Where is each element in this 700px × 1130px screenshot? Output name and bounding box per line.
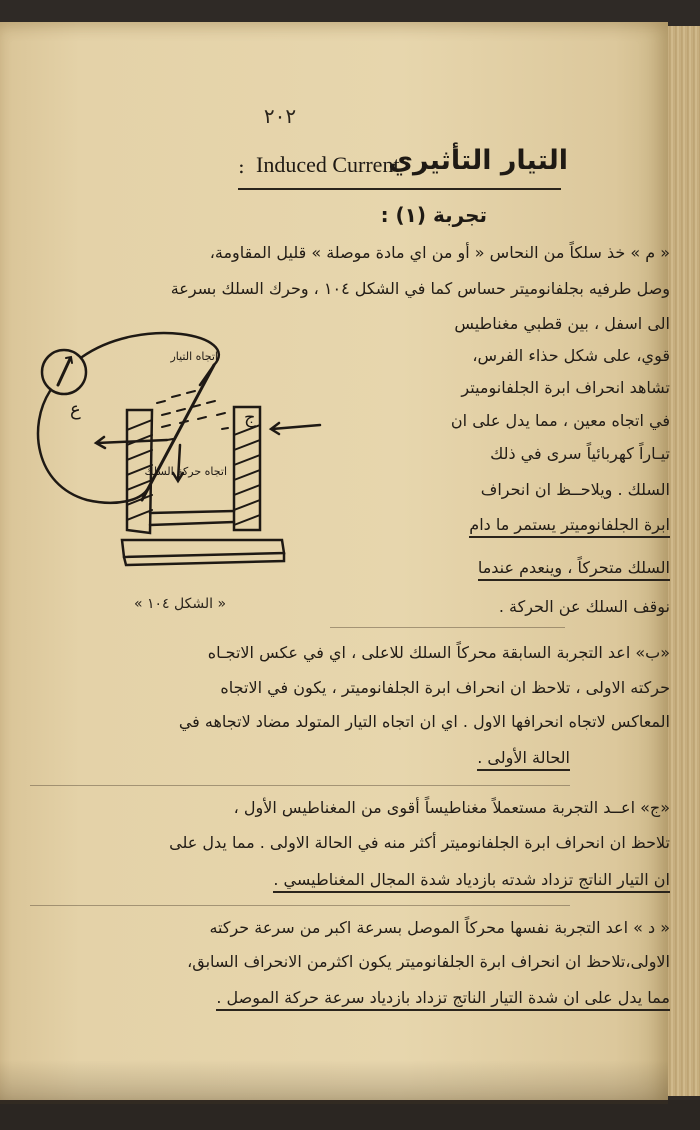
figure-104-diagram xyxy=(22,325,322,590)
paragraph-d-line-3: مما يدل على ان شدة التيار الناتج تزداد بازدياد سرعة حركة الموصل . xyxy=(216,988,670,1011)
figure-current-direction-label: اتجاه التيار xyxy=(170,350,218,363)
page-number: ٢٠٢ xyxy=(263,104,297,128)
paragraph-c-line-2: تلاحظ ان انحراف ابرة الجلفانوميتر أكثر منه في الحالة الاولى . مما يدل على xyxy=(169,833,670,852)
title-arabic: التيار التأثيري xyxy=(388,145,568,176)
paragraph-separator xyxy=(30,785,570,786)
paragraph-d-line-2: الاولى،تلاحظ ان انحراف ابرة الجلفانوميتر يكون اكثرمن الانحراف السابق، xyxy=(187,952,670,971)
paragraph-b-line-4: الحالة الأولى . xyxy=(477,748,570,771)
page-bottom-shadow xyxy=(0,1060,668,1104)
scan-background xyxy=(0,1100,700,1130)
figure-motion-direction-label: اتجاه حركة السلك xyxy=(144,465,227,478)
paragraph-b-line-3: المعاكس لاتجاه انحرافها الاول . اي ان اتجاه التيار المتولد مضاد لاتجاهه في xyxy=(178,712,670,731)
paragraph-c-line-3: ان التيار الناتج تزداد شدته بازدياد شدة المجال المغناطيسي . xyxy=(273,870,670,893)
figure-caption: « الشكل ١٠٤ » xyxy=(133,596,227,612)
page-edge-stack xyxy=(668,26,700,1096)
title-underline xyxy=(238,188,561,190)
paragraph-a-line-7: تيـاراً كهربائياً سرى في ذلك xyxy=(490,444,670,463)
figure-pole-label: ج xyxy=(244,407,256,428)
section-title xyxy=(238,145,568,185)
paragraph-b-line-2: حركته الاولى ، تلاحظ ان انحراف ابرة الجلفانوميتر ، يكون في الاتجاه xyxy=(220,678,670,697)
paragraph-a-line-10: السلك متحركاً ، وينعدم عندما xyxy=(478,558,670,581)
paragraph-d-line-1: « د » اعد التجربة نفسها محركاً الموصل بسرعة اكبر من سرعة حركته xyxy=(209,918,670,937)
paragraph-a-line-6: في اتجاه معين ، مما يدل على ان xyxy=(450,411,670,430)
figure-galvanometer-label: ع xyxy=(70,399,81,420)
paragraph-b-line-1: «ب» اعد التجربة السابقة محركاً السلك للاعلى ، اي في عكس الاتجـاه xyxy=(207,643,670,662)
paragraph-separator xyxy=(30,905,570,906)
title-colon: : xyxy=(238,154,245,178)
paragraph-a-line-1: « م » خذ سلكاً من النحاس « أو من اي مادة موصلة » قليل المقاومة، xyxy=(209,243,670,262)
paragraph-a-line-8: السلك . ويلاحــظ ان انحراف xyxy=(480,480,670,499)
paragraph-a-line-9: ابرة الجلفانوميتر يستمر ما دام xyxy=(469,515,670,538)
paragraph-a-line-4: قوي، على شكل حذاء الفرس، xyxy=(472,346,670,365)
paragraph-separator xyxy=(330,627,565,628)
paragraph-a-line-3: الى اسفل ، بين قطبي مغناطيس xyxy=(454,314,670,333)
paragraph-a-line-5: تشاهد انحراف ابرة الجلفانوميتر xyxy=(461,378,670,397)
paragraph-c-line-1: «ج» اعــد التجربة مستعملاً مغناطيساً أقوى من المغناطيس الأول ، xyxy=(233,798,670,817)
experiment-heading: تجربة (١) : xyxy=(380,203,487,227)
title-english: Induced Current xyxy=(256,152,400,177)
paragraph-a-line-11: نوقف السلك عن الحركة . xyxy=(498,597,670,616)
paragraph-a-line-2: وصل طرفيه بجلفانوميتر حساس كما في الشكل ١٠٤ ، وحرك السلك بسرعة xyxy=(170,279,670,298)
